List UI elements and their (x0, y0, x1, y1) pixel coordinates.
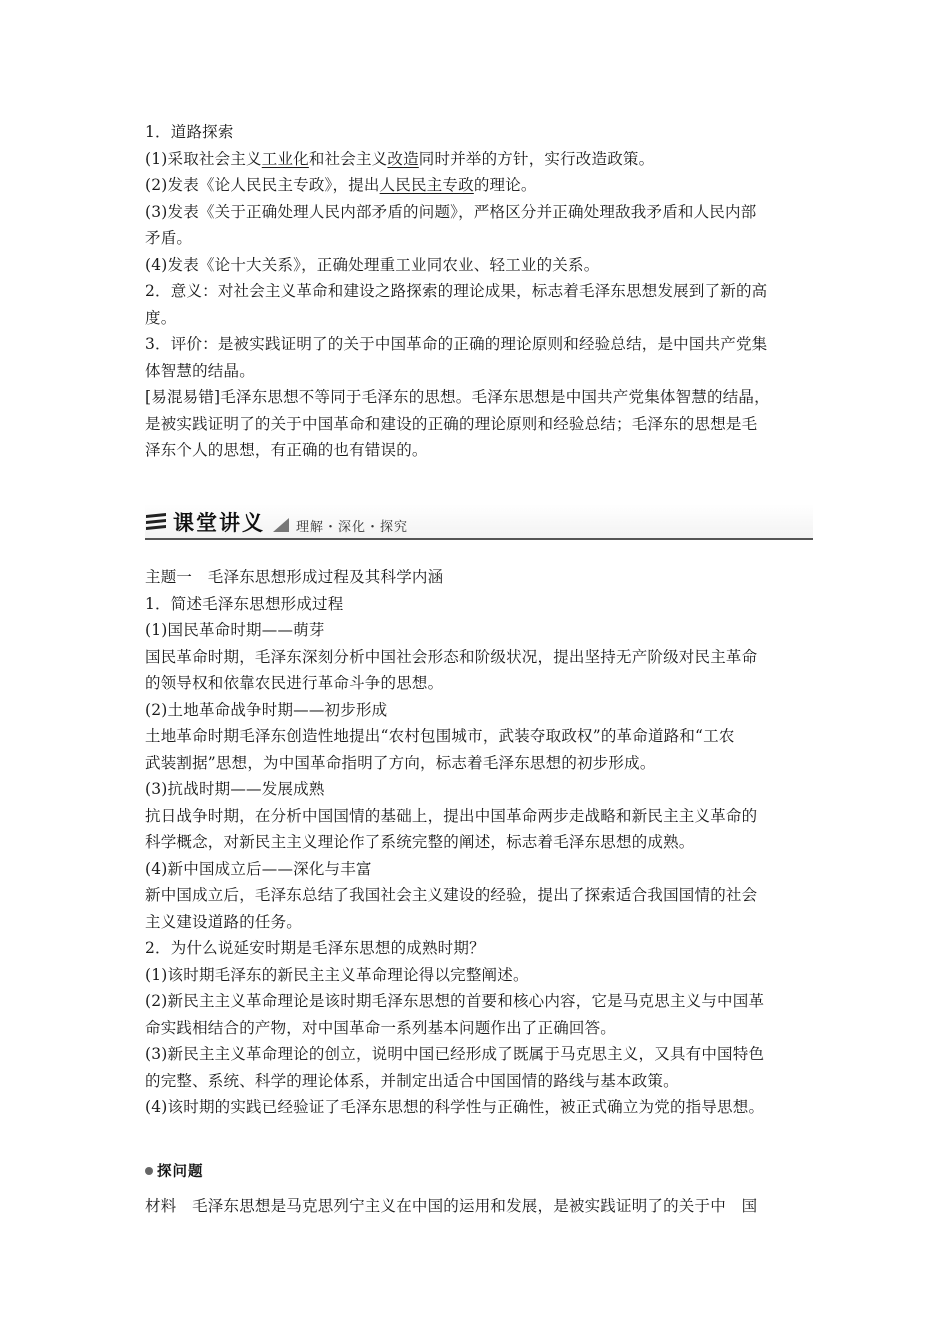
paragraph-line: 国民革命时期，毛泽东深刻分析中国社会形态和阶级状况，提出坚持无产阶级对民主革命 (145, 647, 758, 666)
paragraph-line: (3)发表《关于正确处理人民内部矛盾的问题》，严格区分并正确处理敌我矛盾和人民内部 (145, 202, 757, 221)
paragraph-line: 2．为什么说延安时期是毛泽东思想的成熟时期？ (145, 939, 485, 957)
wedge-icon (273, 518, 289, 532)
explore-label: 探问题 (157, 1164, 204, 1180)
paragraph-line: [易混易错]毛泽东思想不等同于毛泽东的思想。毛泽东思想是中国共产党集体智慧的结晶， (145, 388, 770, 406)
paragraph-line: (4)新中国成立后——深化与丰富 (145, 859, 372, 878)
section-banner (145, 504, 813, 540)
paragraph-line: 度。 (145, 308, 177, 327)
banner-divider (145, 538, 813, 540)
paragraph-line: 2．意义：对社会主义革命和建设之路探索的理论成果，标志着毛泽东思想发展到了新的高 (145, 282, 768, 300)
banner-title: 课堂讲义 (173, 511, 265, 535)
paragraph-line: 的领导权和依靠农民进行革命斗争的思想。 (145, 674, 444, 692)
paragraph-line: (2)土地革命战争时期——初步形成 (145, 700, 388, 719)
paragraph-line: (2)新民主主义革命理论是该时期毛泽东思想的首要和核心内容，它是马克思主义与中国革 (145, 992, 765, 1010)
paragraph-line: 1．简述毛泽东思想形成过程 (145, 594, 344, 613)
underlined-term: 改造 (387, 149, 419, 168)
paragraph-line: 武装割据”思想，为中国革命指明了方向，标志着毛泽东思想的初步形成。 (145, 753, 656, 772)
paragraph-line: 抗日战争时期，在分析中国国情的基础上，提出中国革命两步走战略和新民主主义革命的 (145, 806, 758, 825)
road-exploration-section (145, 119, 815, 464)
paragraph-line: (3)新民主主义革命理论的创立，说明中国已经形成了既属于马克思主义，又具有中国特色 (145, 1045, 765, 1063)
paragraph-line: (1)该时期毛泽东的新民主主义革命理论得以完整阐述。 (145, 965, 529, 984)
stripes-icon (146, 513, 166, 531)
paragraph-line: (1)国民革命时期——萌芽 (145, 621, 325, 639)
paragraph-line: 体智慧的结晶。 (145, 361, 255, 380)
paragraph-line: (4)发表《论十大关系》，正确处理重工业同农业、轻工业的关系。 (145, 255, 600, 274)
paragraph-line: 是被实践证明了的关于中国革命和建设的正确的理论原则和经验总结；毛泽东的思想是毛 (145, 414, 758, 433)
banner-subtitle: 理解・深化・探究 (296, 520, 409, 535)
paragraph-line: 土地革命时期毛泽东创造性地提出“农村包围城市，武装夺取政权”的革命道路和“工农 (145, 727, 735, 745)
paragraph-line: 主义建设道路的任务。 (145, 912, 303, 931)
paragraph-line: 矛盾。 (145, 229, 193, 247)
lesson-section (145, 564, 815, 1121)
explore-heading (145, 1160, 204, 1181)
paragraph-line: 的完整、系统、科学的理论体系，并制定出适合中国国情的路线与基本政策。 (145, 1071, 679, 1090)
paragraph-line: 命实践相结合的产物，对中国革命一系列基本问题作出了正确回答。 (145, 1018, 617, 1037)
paragraph-line: 泽东个人的思想，有正确的也有错误的。 (145, 441, 428, 459)
paragraph-line: 3．评价：是被实践证明了的关于中国革命的正确的理论原则和经验总结，是中国共产党集 (145, 335, 768, 353)
underlined-term: 人民民主专政 (379, 176, 474, 194)
topic-heading: 主题一 毛泽东思想形成过程及其科学内涵 (145, 568, 444, 586)
paragraph-line: (4)该时期的实践已经验证了毛泽东思想的科学性与正确性，被正式确立为党的指导思想。 (145, 1098, 765, 1116)
bullet-dot-icon (145, 1167, 153, 1175)
material-line: 材料 毛泽东思想是马克思列宁主义在中国的运用和发展，是被实践证明了的关于中 国 (145, 1197, 758, 1215)
paragraph-line: 新中国成立后，毛泽东总结了我国社会主义建设的经验，提出了探索适合我国国情的社会 (145, 886, 758, 904)
paragraph-line: 科学概念，对新民主主义理论作了系统完整的阐述，标志着毛泽东思想的成熟。 (145, 833, 695, 851)
heading-road-exploration: 1．道路探索 (145, 123, 234, 141)
paragraph-line: (1)采取社会主义工业化和社会主义改造同时并举的方针，实行改造政策。 (145, 149, 655, 168)
paragraph-line: (3)抗战时期——发展成熟 (145, 780, 325, 798)
underlined-term: 工业化 (261, 149, 309, 168)
material-section (145, 1193, 815, 1220)
paragraph-line: (2)发表《论人民民主专政》，提出人民民主专政的理论。 (145, 176, 537, 194)
